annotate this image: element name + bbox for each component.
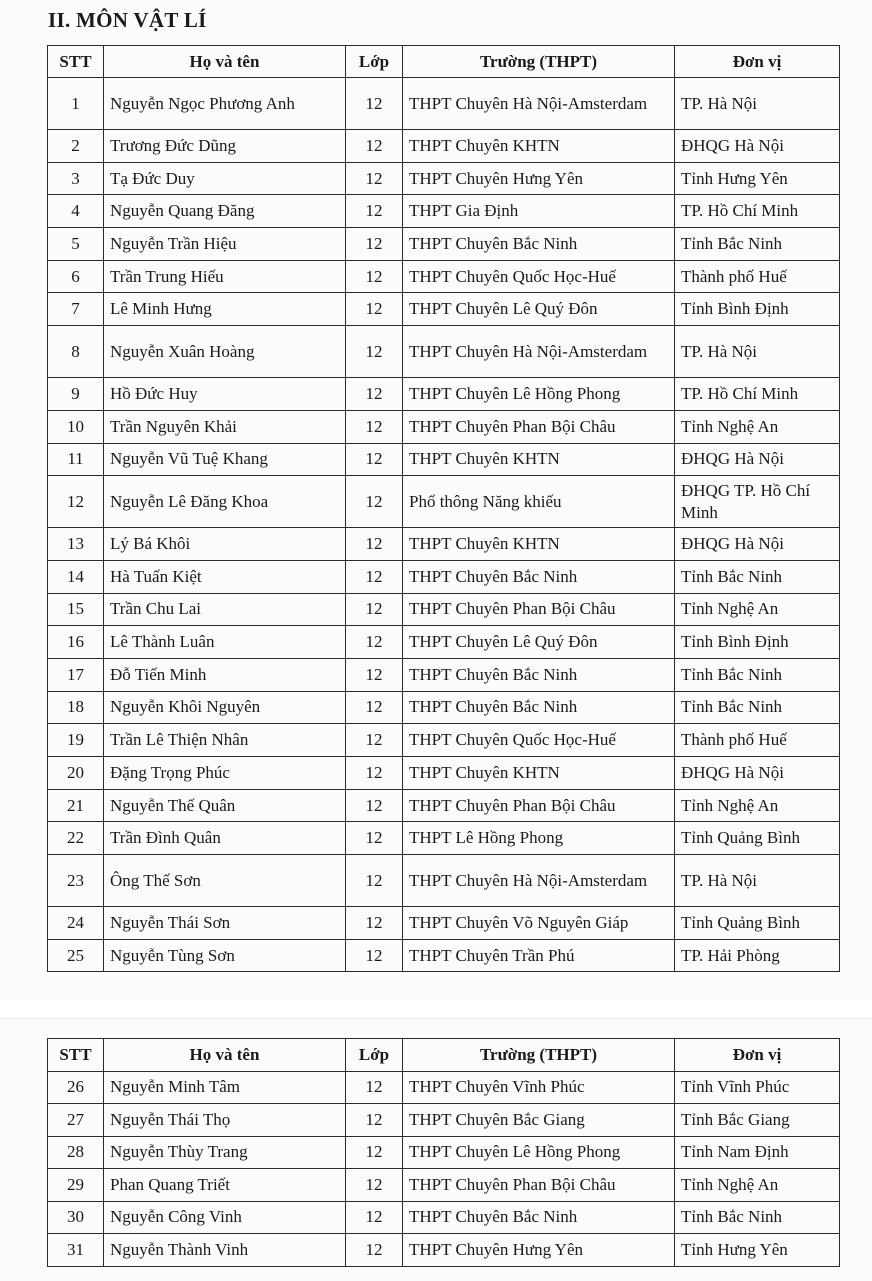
cell-name: Ông Thế Sơn (104, 855, 346, 907)
cell-unit: Tỉnh Hưng Yên (675, 1234, 840, 1267)
cell-grade: 12 (346, 789, 403, 822)
table-row (48, 560, 840, 593)
table-row (48, 822, 840, 855)
cell-grade: 12 (346, 1201, 403, 1234)
cell-grade: 12 (346, 443, 403, 476)
cell-name: Nguyễn Xuân Hoàng (104, 326, 346, 378)
cell-stt: 6 (48, 260, 104, 293)
table-row (48, 757, 840, 790)
cell-unit: Tỉnh Nghệ An (675, 789, 840, 822)
cell-name: Nguyễn Minh Tâm (104, 1071, 346, 1104)
table-row (48, 476, 840, 528)
cell-unit: Tỉnh Hưng Yên (675, 162, 840, 195)
cell-stt: 18 (48, 691, 104, 724)
cell-stt: 2 (48, 130, 104, 163)
cell-unit: Tỉnh Bắc Ninh (675, 228, 840, 261)
student-table-2 (47, 1038, 840, 1267)
cell-school: THPT Chuyên Quốc Học-Huế (403, 724, 675, 757)
cell-grade: 12 (346, 560, 403, 593)
cell-unit: Tỉnh Bắc Ninh (675, 658, 840, 691)
cell-unit: Thành phố Huế (675, 260, 840, 293)
cell-stt: 24 (48, 907, 104, 940)
cell-grade: 12 (346, 626, 403, 659)
cell-unit: Tỉnh Bình Định (675, 293, 840, 326)
cell-school: THPT Chuyên Hà Nội-Amsterdam (403, 326, 675, 378)
cell-grade: 12 (346, 1169, 403, 1202)
section-title: II. MÔN VẬT LÍ (48, 8, 207, 32)
cell-grade: 12 (346, 1136, 403, 1169)
cell-school: THPT Chuyên Bắc Ninh (403, 560, 675, 593)
cell-grade: 12 (346, 1104, 403, 1137)
cell-stt: 1 (48, 78, 104, 130)
cell-stt: 25 (48, 939, 104, 972)
cell-unit: Tỉnh Bắc Ninh (675, 560, 840, 593)
cell-school: THPT Chuyên Phan Bội Châu (403, 789, 675, 822)
cell-school: THPT Chuyên Phan Bội Châu (403, 410, 675, 443)
cell-unit: Tỉnh Quảng Bình (675, 822, 840, 855)
cell-unit: ĐHQG Hà Nội (675, 757, 840, 790)
table-row (48, 1201, 840, 1234)
cell-stt: 29 (48, 1169, 104, 1202)
cell-grade: 12 (346, 1071, 403, 1104)
cell-school: THPT Chuyên Hưng Yên (403, 162, 675, 195)
cell-stt: 10 (48, 410, 104, 443)
cell-school: THPT Chuyên Vĩnh Phúc (403, 1071, 675, 1104)
table-row (48, 855, 840, 907)
table-row (48, 410, 840, 443)
cell-name: Nguyễn Quang Đăng (104, 195, 346, 228)
cell-grade: 12 (346, 130, 403, 163)
table-header-row (48, 1039, 840, 1072)
cell-name: Lê Minh Hưng (104, 293, 346, 326)
cell-school: THPT Chuyên Bắc Ninh (403, 228, 675, 261)
col-header-stt: STT (48, 46, 104, 78)
cell-school: THPT Chuyên Hà Nội-Amsterdam (403, 855, 675, 907)
cell-unit: Tỉnh Nghệ An (675, 1169, 840, 1202)
student-table-1 (47, 45, 840, 972)
cell-grade: 12 (346, 855, 403, 907)
table-row (48, 1234, 840, 1267)
cell-name: Lý Bá Khôi (104, 528, 346, 561)
cell-school: THPT Chuyên Lê Quý Đôn (403, 293, 675, 326)
cell-school: THPT Chuyên KHTN (403, 130, 675, 163)
table-row (48, 907, 840, 940)
cell-grade: 12 (346, 476, 403, 528)
cell-school: THPT Chuyên Hưng Yên (403, 1234, 675, 1267)
cell-name: Nguyễn Công Vinh (104, 1201, 346, 1234)
cell-unit: ĐHQG TP. Hồ Chí Minh (675, 476, 840, 528)
cell-school: THPT Chuyên Lê Hồng Phong (403, 1136, 675, 1169)
cell-grade: 12 (346, 1234, 403, 1267)
cell-stt: 13 (48, 528, 104, 561)
col-header-unit: Đơn vị (675, 1039, 840, 1072)
cell-name: Lê Thành Luân (104, 626, 346, 659)
cell-school: THPT Chuyên Bắc Giang (403, 1104, 675, 1137)
cell-stt: 30 (48, 1201, 104, 1234)
table-row (48, 528, 840, 561)
cell-stt: 3 (48, 162, 104, 195)
table-row (48, 626, 840, 659)
table-row (48, 789, 840, 822)
cell-grade: 12 (346, 260, 403, 293)
cell-unit: ĐHQG Hà Nội (675, 528, 840, 561)
cell-unit: Thành phố Huế (675, 724, 840, 757)
table-row (48, 1071, 840, 1104)
table-row (48, 1104, 840, 1137)
table-row (48, 228, 840, 261)
cell-stt: 8 (48, 326, 104, 378)
cell-name: Trần Đình Quân (104, 822, 346, 855)
cell-name: Nguyễn Thành Vinh (104, 1234, 346, 1267)
cell-name: Trần Chu Lai (104, 593, 346, 626)
table-row (48, 78, 840, 130)
cell-grade: 12 (346, 757, 403, 790)
cell-name: Trần Nguyên Khải (104, 410, 346, 443)
table-row (48, 260, 840, 293)
cell-unit: Tỉnh Bắc Ninh (675, 1201, 840, 1234)
cell-stt: 17 (48, 658, 104, 691)
col-header-grade: Lớp (346, 1039, 403, 1072)
cell-school: THPT Chuyên Quốc Học-Huế (403, 260, 675, 293)
cell-name: Tạ Đức Duy (104, 162, 346, 195)
table-row (48, 326, 840, 378)
cell-name: Trần Trung Hiếu (104, 260, 346, 293)
cell-school: THPT Gia Định (403, 195, 675, 228)
cell-grade: 12 (346, 658, 403, 691)
table-row (48, 378, 840, 411)
table-row (48, 658, 840, 691)
cell-grade: 12 (346, 907, 403, 940)
table-row (48, 443, 840, 476)
cell-school: THPT Chuyên Phan Bội Châu (403, 1169, 675, 1202)
cell-grade: 12 (346, 162, 403, 195)
cell-school: Phổ thông Năng khiếu (403, 476, 675, 528)
cell-stt: 31 (48, 1234, 104, 1267)
cell-stt: 19 (48, 724, 104, 757)
table-row (48, 1136, 840, 1169)
cell-stt: 4 (48, 195, 104, 228)
table-header-row (48, 46, 840, 78)
cell-school: THPT Chuyên Phan Bội Châu (403, 593, 675, 626)
cell-stt: 27 (48, 1104, 104, 1137)
cell-stt: 23 (48, 855, 104, 907)
table-row (48, 162, 840, 195)
cell-stt: 21 (48, 789, 104, 822)
cell-unit: Tỉnh Vĩnh Phúc (675, 1071, 840, 1104)
cell-stt: 22 (48, 822, 104, 855)
cell-grade: 12 (346, 228, 403, 261)
cell-stt: 14 (48, 560, 104, 593)
cell-grade: 12 (346, 528, 403, 561)
cell-name: Nguyễn Thái Sơn (104, 907, 346, 940)
col-header-name: Họ và tên (104, 1039, 346, 1072)
cell-unit: Tỉnh Bắc Giang (675, 1104, 840, 1137)
cell-name: Trần Lê Thiện Nhân (104, 724, 346, 757)
cell-name: Hà Tuấn Kiệt (104, 560, 346, 593)
cell-name: Hồ Đức Huy (104, 378, 346, 411)
cell-stt: 26 (48, 1071, 104, 1104)
cell-grade: 12 (346, 724, 403, 757)
cell-school: THPT Chuyên Lê Hồng Phong (403, 378, 675, 411)
cell-school: THPT Lê Hồng Phong (403, 822, 675, 855)
cell-grade: 12 (346, 293, 403, 326)
cell-unit: TP. Hà Nội (675, 326, 840, 378)
cell-grade: 12 (346, 939, 403, 972)
table-row (48, 593, 840, 626)
cell-unit: TP. Hồ Chí Minh (675, 195, 840, 228)
col-header-name: Họ và tên (104, 46, 346, 78)
cell-unit: ĐHQG Hà Nội (675, 443, 840, 476)
cell-grade: 12 (346, 195, 403, 228)
cell-unit: Tỉnh Bắc Ninh (675, 691, 840, 724)
cell-school: THPT Chuyên Bắc Ninh (403, 658, 675, 691)
cell-name: Trương Đức Dũng (104, 130, 346, 163)
cell-unit: Tỉnh Nghệ An (675, 593, 840, 626)
cell-stt: 9 (48, 378, 104, 411)
cell-name: Nguyễn Vũ Tuệ Khang (104, 443, 346, 476)
table-row (48, 1169, 840, 1202)
cell-unit: TP. Hải Phòng (675, 939, 840, 972)
table-row (48, 293, 840, 326)
cell-school: THPT Chuyên Trần Phú (403, 939, 675, 972)
cell-stt: 20 (48, 757, 104, 790)
cell-grade: 12 (346, 410, 403, 443)
cell-stt: 15 (48, 593, 104, 626)
cell-name: Phan Quang Triết (104, 1169, 346, 1202)
cell-stt: 28 (48, 1136, 104, 1169)
cell-grade: 12 (346, 78, 403, 130)
table-row (48, 130, 840, 163)
cell-unit: ĐHQG Hà Nội (675, 130, 840, 163)
cell-school: THPT Chuyên KHTN (403, 443, 675, 476)
cell-stt: 11 (48, 443, 104, 476)
cell-unit: TP. Hà Nội (675, 855, 840, 907)
cell-name: Nguyễn Khôi Nguyên (104, 691, 346, 724)
cell-unit: Tỉnh Bình Định (675, 626, 840, 659)
table-row (48, 939, 840, 972)
cell-grade: 12 (346, 593, 403, 626)
col-header-stt: STT (48, 1039, 104, 1072)
col-header-unit: Đơn vị (675, 46, 840, 78)
cell-name: Nguyễn Thế Quân (104, 789, 346, 822)
cell-unit: Tỉnh Nam Định (675, 1136, 840, 1169)
cell-name: Đặng Trọng Phúc (104, 757, 346, 790)
cell-unit: TP. Hà Nội (675, 78, 840, 130)
cell-stt: 12 (48, 476, 104, 528)
cell-stt: 7 (48, 293, 104, 326)
cell-name: Đỗ Tiến Minh (104, 658, 346, 691)
cell-stt: 5 (48, 228, 104, 261)
cell-school: THPT Chuyên Lê Quý Đôn (403, 626, 675, 659)
cell-grade: 12 (346, 326, 403, 378)
table-row (48, 724, 840, 757)
cell-grade: 12 (346, 691, 403, 724)
cell-name: Nguyễn Lê Đăng Khoa (104, 476, 346, 528)
cell-school: THPT Chuyên Bắc Ninh (403, 691, 675, 724)
cell-school: THPT Chuyên Hà Nội-Amsterdam (403, 78, 675, 130)
cell-grade: 12 (346, 822, 403, 855)
cell-grade: 12 (346, 378, 403, 411)
col-header-school: Trường (THPT) (403, 1039, 675, 1072)
cell-name: Nguyễn Thái Thọ (104, 1104, 346, 1137)
cell-school: THPT Chuyên Võ Nguyên Giáp (403, 907, 675, 940)
cell-school: THPT Chuyên KHTN (403, 757, 675, 790)
cell-unit: Tỉnh Nghệ An (675, 410, 840, 443)
col-header-school: Trường (THPT) (403, 46, 675, 78)
cell-unit: TP. Hồ Chí Minh (675, 378, 840, 411)
cell-name: Nguyễn Ngọc Phương Anh (104, 78, 346, 130)
table-row (48, 195, 840, 228)
col-header-grade: Lớp (346, 46, 403, 78)
cell-stt: 16 (48, 626, 104, 659)
cell-unit: Tỉnh Quảng Bình (675, 907, 840, 940)
cell-name: Nguyễn Thùy Trang (104, 1136, 346, 1169)
cell-school: THPT Chuyên Bắc Ninh (403, 1201, 675, 1234)
cell-school: THPT Chuyên KHTN (403, 528, 675, 561)
cell-name: Nguyễn Tùng Sơn (104, 939, 346, 972)
table-row (48, 691, 840, 724)
cell-name: Nguyễn Trần Hiệu (104, 228, 346, 261)
